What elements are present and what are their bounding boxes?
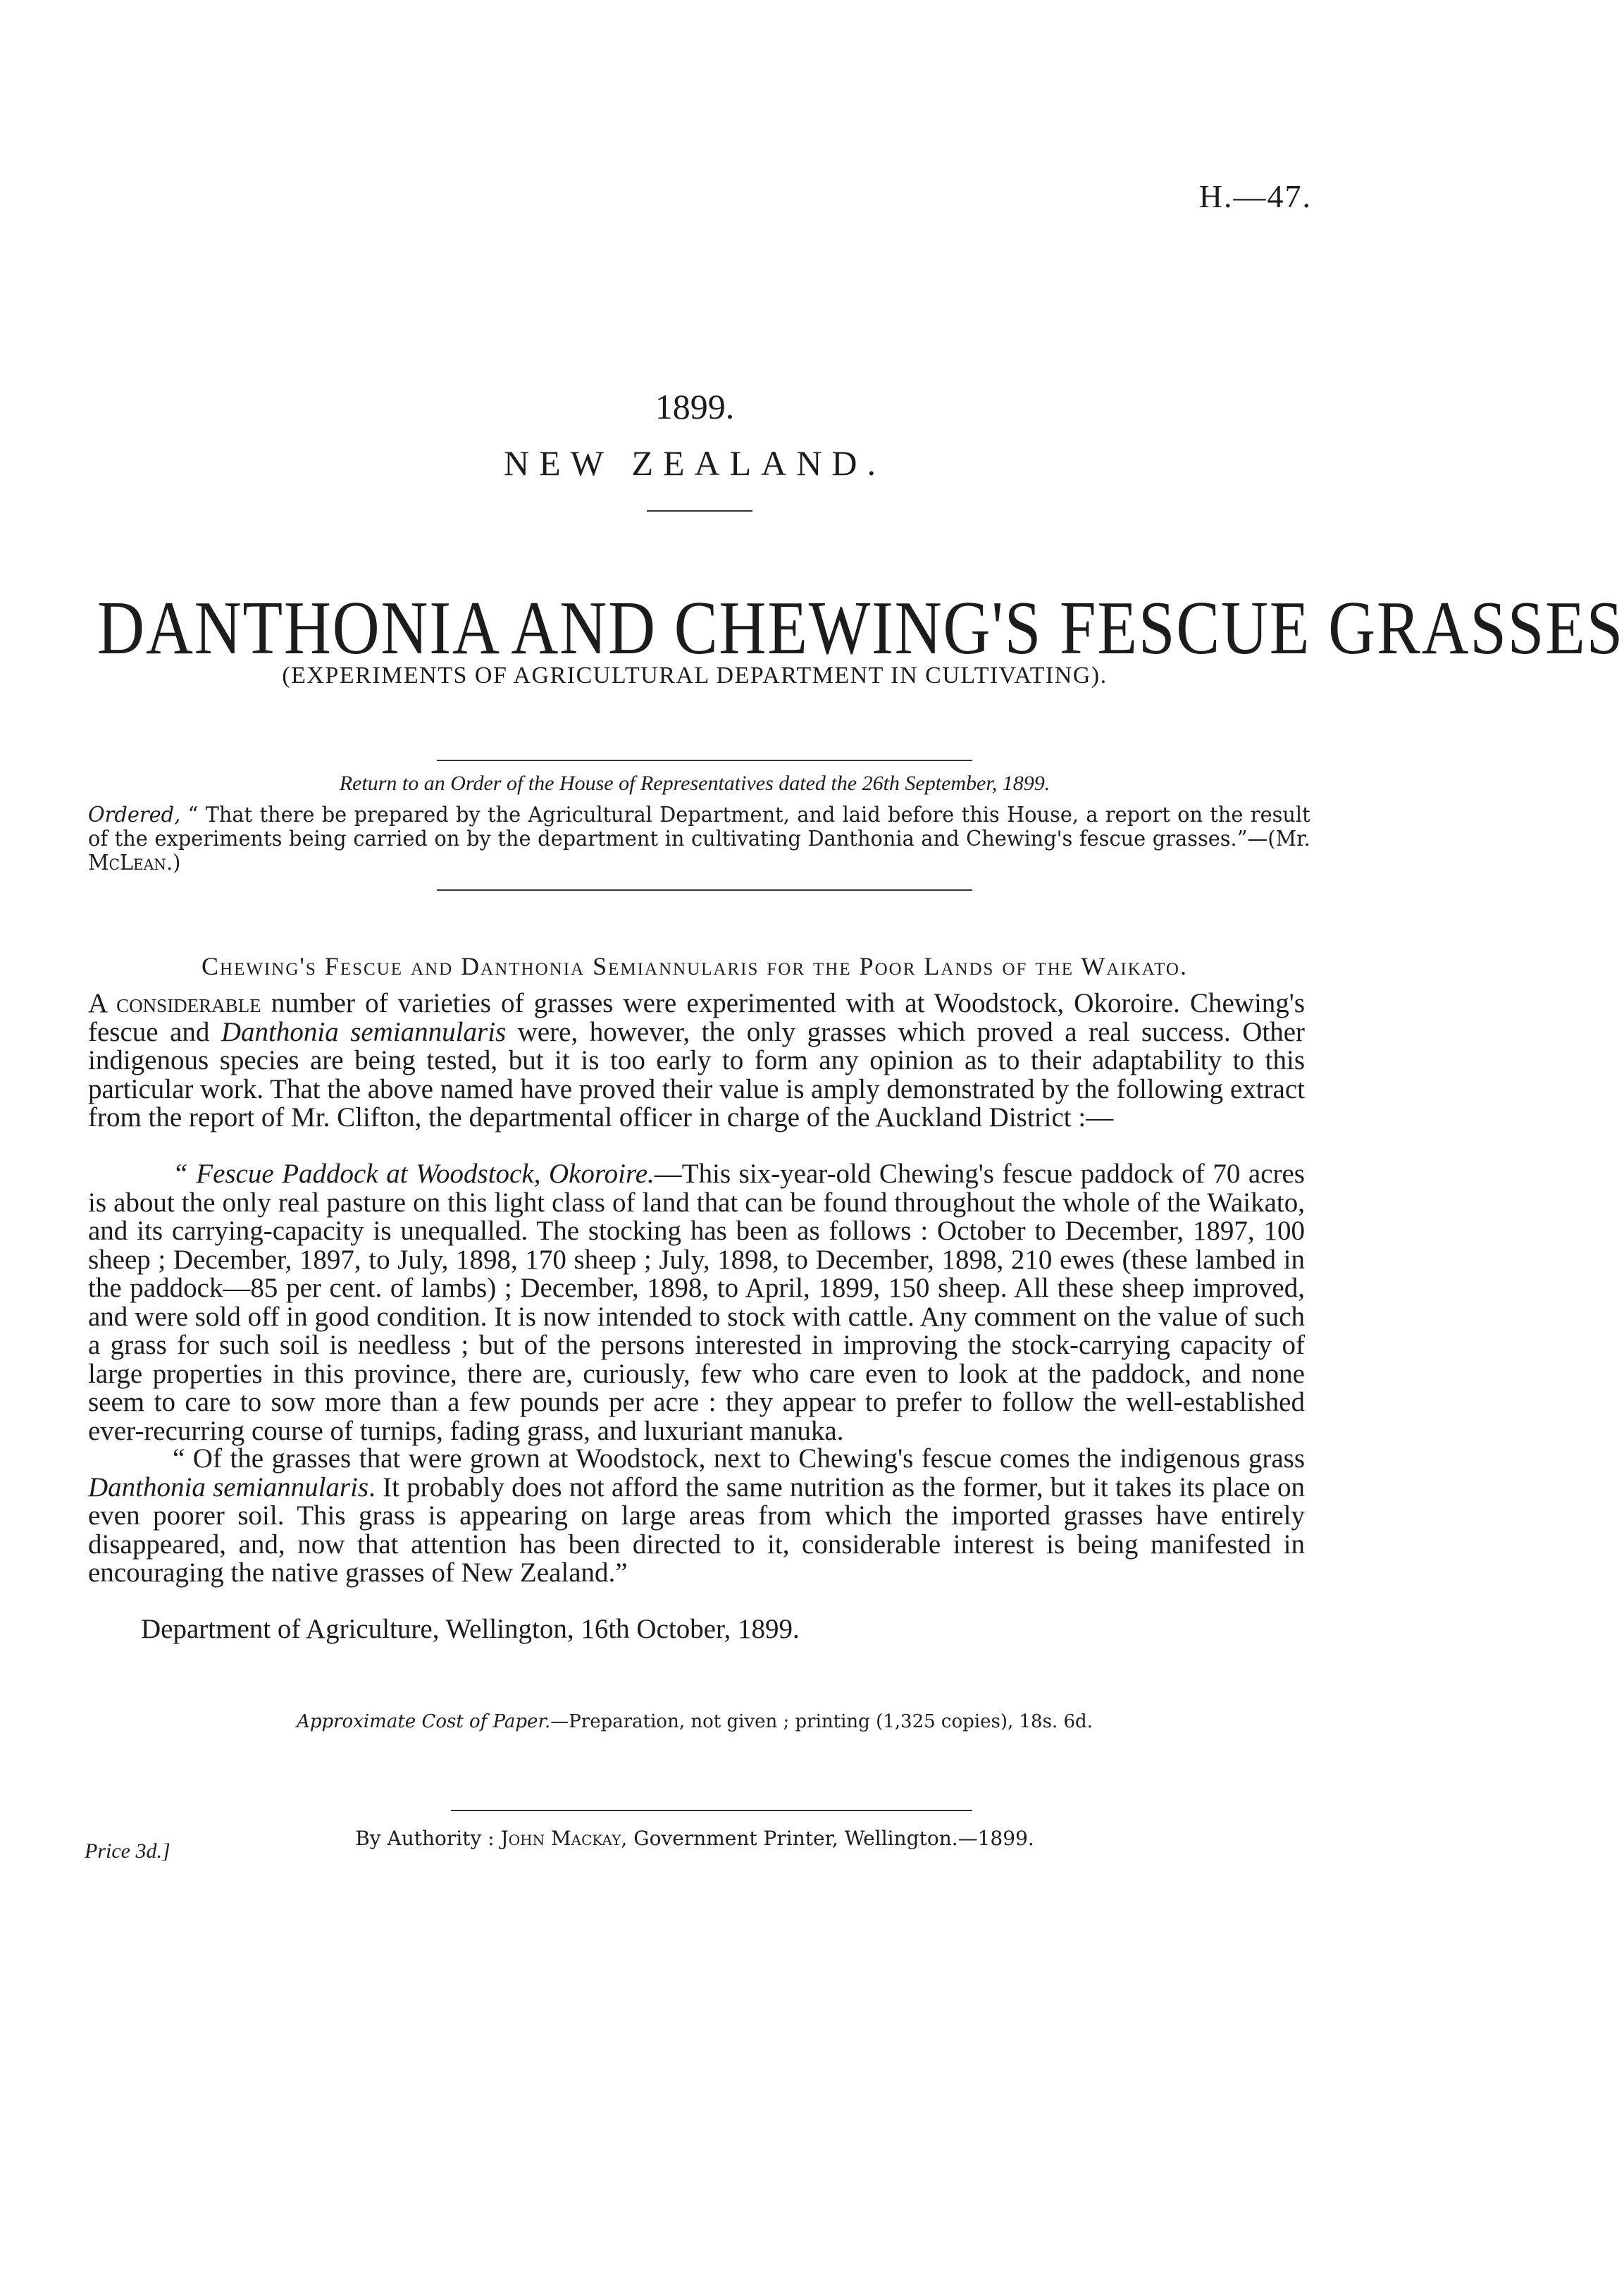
printer-name: John Mackay [500, 1827, 621, 1850]
paragraph-lead: A considerable [88, 988, 261, 1018]
ordered-label: Ordered, [88, 803, 181, 827]
cost-label: Approximate Cost of Paper. [297, 1711, 551, 1732]
cost-text: —Preparation, not given ; printing (1,325 copies), 18s. 6d. [550, 1711, 1093, 1732]
document-reference: H.—47. [1198, 178, 1312, 214]
paragraph-text: number of varieties of grasses were experimented with at Woodstock, Okoroire. Chewing's fescue and [88, 988, 1305, 1047]
report-paragraph-2 [88, 1160, 1305, 1445]
return-order-line: Return to an Order of the House of Representatives dated the 26th September, 1899. [339, 772, 1050, 795]
report-signoff: Department of Agriculture, Wellington, 16th October, 1899. [141, 1614, 800, 1644]
section-heading: Chewing's Fescue and Danthonia Semiannularis for the Poor Lands of the Waikato. [202, 952, 1188, 980]
price-label: Price 3d.] [85, 1839, 171, 1863]
country-heading: NEW ZEALAND. [504, 443, 886, 483]
paddock-title: “ Fescue Paddock at Woodstock, Okoroire. [173, 1159, 655, 1189]
mover-name: McLean [88, 851, 166, 875]
authority-text: By Authority : [355, 1827, 501, 1850]
document-title: DANTHONIA AND CHEWING'S FESCUE GRASSES [97, 586, 1624, 670]
cost-of-paper-line [0, 1711, 1389, 1732]
ordered-closing: .) [166, 851, 181, 875]
footer-rule [451, 1810, 972, 1811]
report-paragraph-1 [88, 989, 1305, 1133]
paragraph-text: “ Of the grasses that were grown at Woodstock, next to Chewing's fescue comes the indigenous grass [173, 1443, 1305, 1474]
paragraph-text: —This six-year-old Chewing's fescue paddock of 70 acres is about the only real pasture on this light class of land that can be found throughout the whole of the Waikato, and its carrying-capacity is unequalled. The stocking has been as follows : October to December, 1897, 100 sheep ; December, 1897, to July, 1898, 170 sheep ; July, 1898, to December, 1898, 210 ewes (these lambed in the paddock—85 per cent. of lambs) ; December, 1898, to April, 1899, 150 sheep. All these sheep improved, and were sold off in good condition. It is now intended to stock with cattle. Any comment on the value of such a grass for such soil is needless ; but of the persons interested in improving the stock-carrying capacity of large properties in this province, there are, curiously, few who care even to look at the paddock, and none seem to care to sow more than a few pounds per acre : they appear to prefer to follow the well-established ever-recurring course of turnips, fading grass, and luxuriant manuka. [88, 1159, 1305, 1446]
paragraph-text: were, however, the only grasses which proved a real success. Other indigenous species are being tested, but it is too early to form any opinion as to their adaptability to this particular work. That the above named have proved their value is amply demonstrated by the following extract from the report of Mr. Clifton, the departmental officer in charge of the Auckland District :— [88, 1016, 1305, 1133]
document-subtitle: (EXPERIMENTS OF AGRICULTURAL DEPARTMENT IN CULTIVATING). [282, 662, 1108, 689]
authority-text: , Government Printer, Wellington.—1899. [621, 1827, 1034, 1850]
ordered-text: “ That there be prepared by the Agricultural Department, and laid before this House, a report on the result of the experiments being carried on by the department in cultivating Danthonia and Chewing's fescue grasses.”—(Mr. [88, 803, 1310, 851]
report-paragraph-3 [88, 1445, 1305, 1588]
order-top-rule [437, 760, 972, 761]
order-paragraph [88, 803, 1310, 875]
authority-line [0, 1827, 1389, 1850]
order-bottom-rule [437, 889, 972, 891]
species-name: Danthonia semiannularis [88, 1472, 369, 1503]
paragraph-text: . It probably does not afford the same nutrition as the former, but it takes its place on even poorer soil. This grass is appearing on large areas from which the imported grasses have entirely disappeared, and, now that attention has been directed to it, considerable interest is being manifested in encouraging the native grasses of New Zealand.” [88, 1472, 1305, 1588]
title-divider [647, 510, 752, 512]
publication-year: 1899. [655, 387, 735, 426]
species-name: Danthonia semiannularis [221, 1016, 507, 1047]
